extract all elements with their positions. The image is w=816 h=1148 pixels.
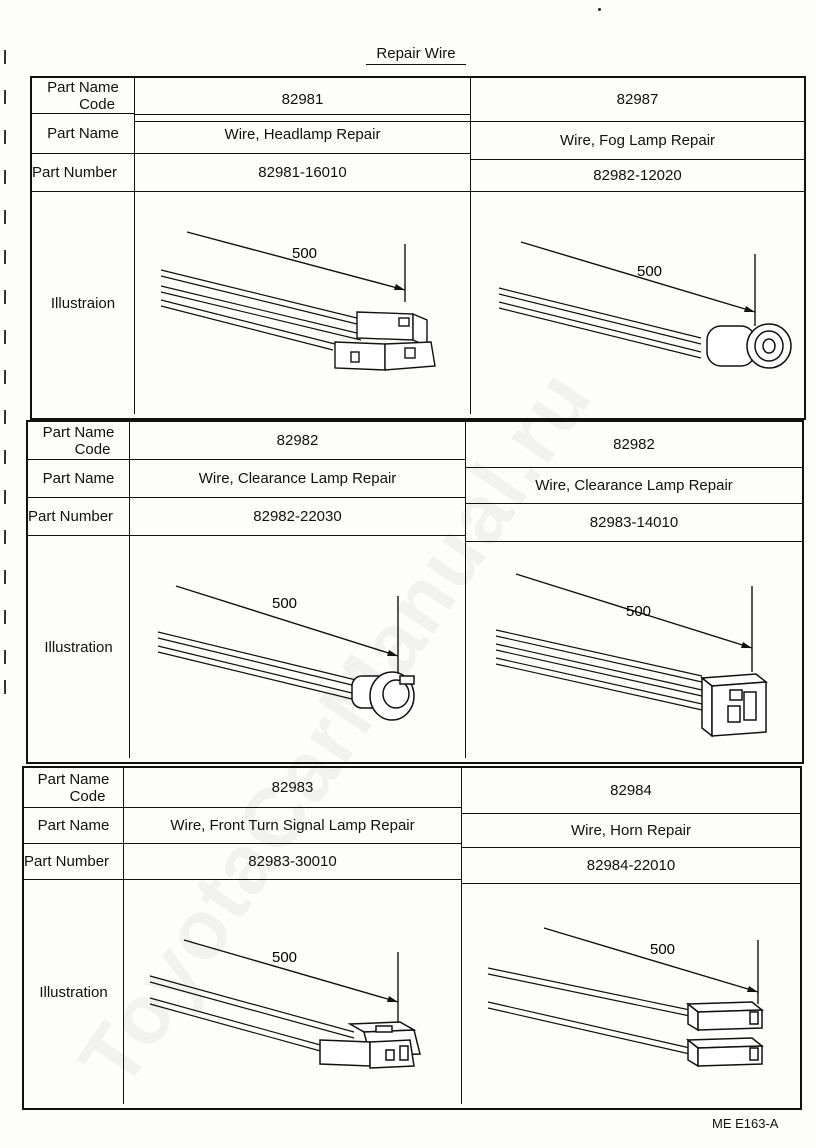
dimension-label: 500: [272, 595, 298, 612]
dimension-label: 500: [650, 941, 676, 958]
label-line: Code: [69, 787, 106, 805]
clearance-lamp-wire-illustration: [130, 536, 466, 758]
part-number-label: Part Number: [32, 154, 135, 192]
illustration-cell: [471, 192, 804, 414]
headlamp-wire-illustration: [135, 192, 471, 414]
illustration-cell: [135, 192, 471, 414]
part-name: Wire, Clearance Lamp Repair: [130, 460, 466, 498]
speck: [598, 8, 601, 11]
part-number: 82983-30010: [124, 844, 462, 880]
part-number-label: Part Number: [28, 498, 130, 536]
part-name: Wire, Clearance Lamp Repair: [466, 468, 802, 504]
part-code: 82981: [135, 78, 471, 122]
dimension-label: 500: [292, 245, 318, 262]
turn-signal-wire-illustration: [124, 880, 462, 1104]
illustration-label: Illustration: [24, 880, 124, 1104]
parts-table-2: [26, 420, 804, 764]
illustration-cell: [130, 536, 466, 758]
part-code: 82982: [466, 422, 802, 468]
part-name-code-label: [24, 768, 124, 808]
label-line: Part Name: [42, 423, 115, 441]
part-number: 82982-22030: [130, 498, 466, 536]
part-code: 82984: [462, 768, 800, 814]
parts-table-3: [22, 766, 802, 1110]
part-name-label: Part Name: [28, 460, 130, 498]
part-name-code-label: [28, 422, 130, 460]
part-code: 82982: [130, 422, 466, 460]
part-name-label: Part Name: [32, 114, 135, 154]
label-line: Code: [74, 440, 111, 458]
illustration-label: Illustration: [28, 536, 130, 758]
part-number-label: Part Number: [24, 844, 124, 880]
illustration-cell: [466, 542, 802, 758]
illustration-cell: [462, 884, 800, 1104]
part-name-code-label: [32, 78, 135, 114]
part-number: 82984-22010: [462, 848, 800, 884]
figure-reference-code: ME E163-A: [712, 1116, 779, 1131]
part-number: 82983-14010: [466, 504, 802, 542]
dimension-label: 500: [272, 949, 298, 966]
parts-table-1: [30, 76, 806, 420]
part-name-label: Part Name: [24, 808, 124, 844]
page-title: Repair Wire: [366, 45, 466, 65]
label-line: Part Name: [37, 770, 110, 788]
part-number: 82981-16010: [135, 154, 471, 192]
part-name: Wire, Headlamp Repair: [135, 114, 471, 154]
clearance-lamp-block-wire-illustration: [466, 542, 802, 758]
fog-lamp-wire-illustration: [471, 192, 804, 414]
part-name: Wire, Fog Lamp Repair: [471, 122, 804, 160]
illustration-cell: [124, 880, 462, 1104]
illustration-label: Illustraion: [32, 192, 135, 414]
margin-binding-marks: [4, 40, 10, 700]
label-line: Code: [79, 95, 115, 113]
label-line: Part Name: [47, 78, 119, 96]
part-code: 82987: [471, 78, 804, 122]
part-name: Wire, Horn Repair: [462, 814, 800, 848]
dimension-label: 500: [637, 263, 663, 280]
part-code: 82983: [124, 768, 462, 808]
dimension-label: 500: [626, 603, 652, 620]
horn-wire-illustration: [462, 884, 800, 1104]
part-name: Wire, Front Turn Signal Lamp Repair: [124, 808, 462, 844]
part-number: 82982-12020: [471, 160, 804, 192]
